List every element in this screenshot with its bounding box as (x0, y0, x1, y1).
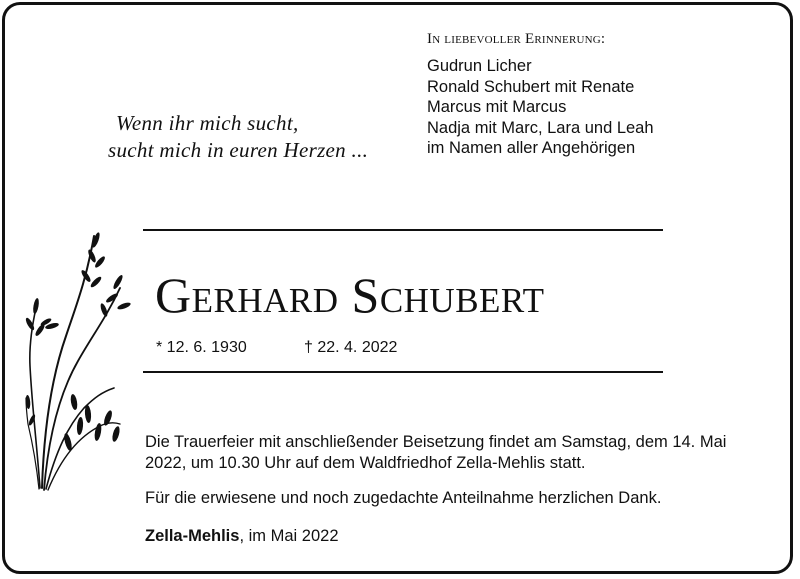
top-divider (143, 229, 663, 231)
thanks-line: Für die erwiesene und noch zugedachte Anteilnahme herzlichen Dank. (145, 489, 662, 507)
death-date: † 22. 4. 2022 (304, 339, 398, 356)
signoff-date: , im Mai 2022 (239, 527, 339, 545)
mourners-list (427, 56, 654, 159)
quote-line: sucht mich in euren Herzen ... (108, 138, 369, 162)
mourner-line: im Namen aller Angehörigen (427, 139, 636, 158)
grass-stalks-icon (22, 226, 134, 496)
mourner-line: Marcus mit Marcus (427, 98, 567, 117)
bottom-divider (143, 371, 663, 373)
signoff-place: Zella-Mehlis (145, 527, 240, 545)
mourner-line: Gudrun Licher (427, 57, 532, 75)
quote-line: Wenn ihr mich sucht, (116, 111, 299, 135)
memory-heading: In liebevoller Erinnerung: (427, 31, 606, 47)
funeral-announcement: Die Trauerfeier mit anschließender Beisetzung findet am Samstag, dem 14. Mai 2022, um 10.30 Uhr auf dem Waldfriedhof Zella-Mehlis statt. (145, 433, 727, 472)
mourner-line: Nadja mit Marc, Lara und Leah (427, 118, 654, 137)
mourner-line: Ronald Schubert mit Renate (427, 77, 635, 96)
deceased-name: Gerhard Schubert (155, 267, 545, 323)
birth-date: * 12. 6. 1930 (156, 339, 247, 356)
signoff-line (145, 527, 339, 546)
life-dates (156, 339, 397, 357)
memorial-quote (108, 110, 368, 164)
